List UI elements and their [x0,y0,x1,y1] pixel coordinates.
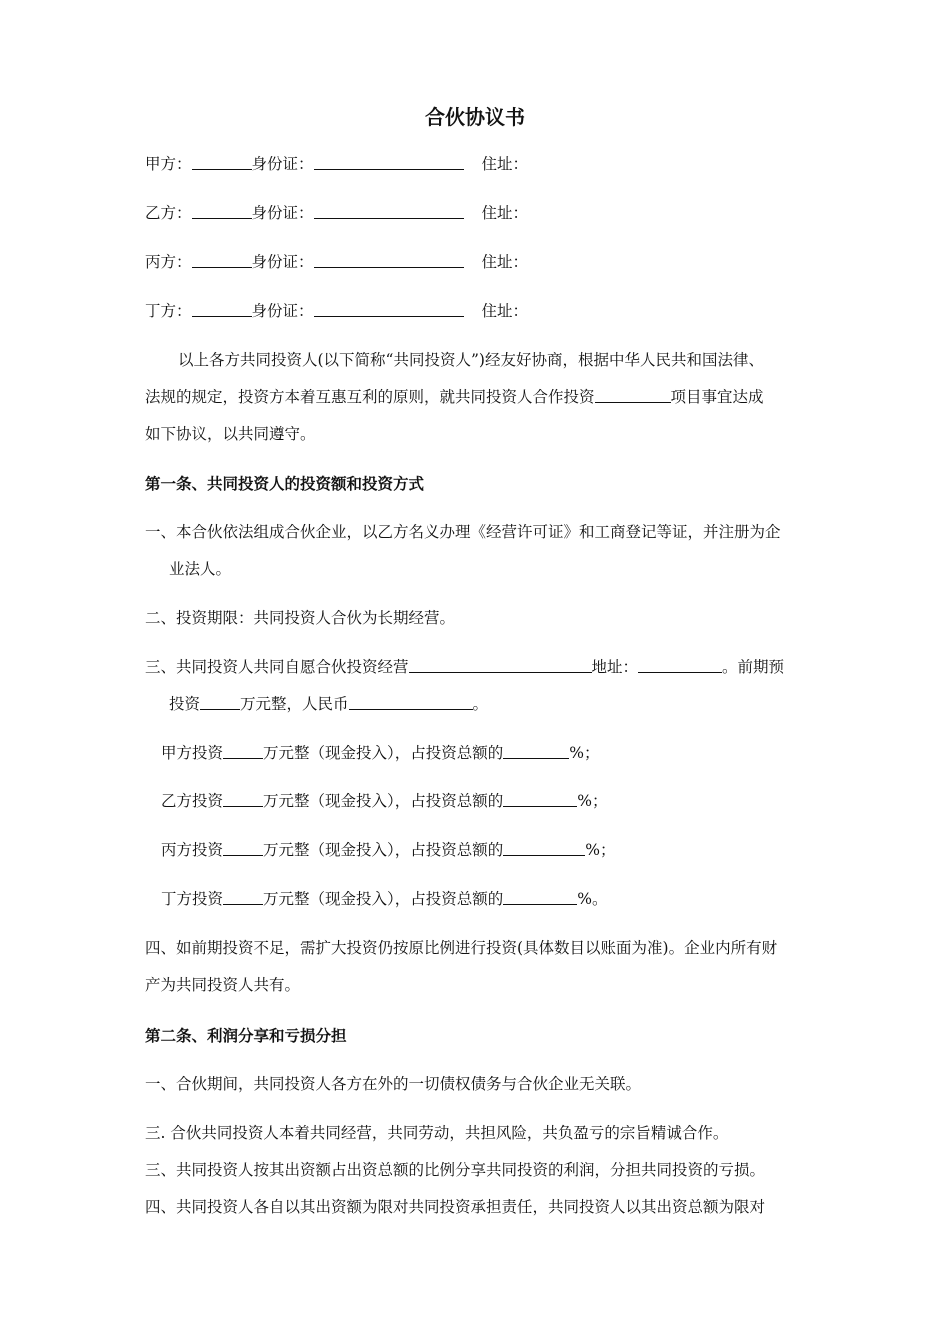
article-1-heading: 第一条、共同投资人的投资额和投资方式 [145,474,425,493]
intro-line-3: 如下协议，以共同遵守。 [145,425,316,443]
amount-blank [223,889,263,905]
party-row [145,252,528,272]
id-blank [314,301,464,317]
investment-end: %； [585,841,616,859]
investment-end: %； [577,792,608,810]
address-label: 住址： [481,253,529,271]
name-blank [192,154,252,170]
id-blank [314,203,464,219]
intro-line-1: 以上各方共同投资人(以下简称“共同投资人”)经友好协商，根据中华人民共和国法律、 [178,351,764,369]
article-1-item-1: 一、本合伙依法组成合伙企业，以乙方名义办理《经营许可证》和工商登记等证，并注册为企 [145,523,781,541]
investment-text: 万元整（现金投入），占投资总额的 [263,841,504,859]
investment-end: %。 [577,890,608,908]
id-label: 身份证： [251,155,314,173]
party-row [145,154,528,174]
id-label: 身份证： [251,253,314,271]
name-blank [192,252,252,268]
id-blank [314,252,464,268]
address-label: 住址： [481,155,529,173]
business-blank [409,657,592,673]
investment-party: 乙方投资 [161,792,224,810]
percent-blank [503,889,577,905]
percent-blank [503,791,577,807]
item-text: 三、共同投资人共同自愿合伙投资经营 [145,658,409,676]
item-text: 。前期预 [722,658,785,676]
item-text: 万元整，人民币 [240,695,349,713]
address-label: 住址： [481,302,529,320]
rmb-blank [349,694,473,710]
article-2-item-3: 三、共同投资人按其出资额占出资总额的比例分享共同投资的利润，分担共同投资的亏损。 [145,1161,766,1179]
intro-text: 法规的规定，投资方本着互惠互利的原则，就共同投资人合作投资 [145,388,595,406]
percent-blank [503,840,585,856]
name-blank [192,203,252,219]
party-row [145,203,528,223]
article-1-item-1-cont: 业法人。 [169,560,232,578]
item-text: 投资 [169,695,201,713]
amount-blank [223,840,263,856]
id-label: 身份证： [251,302,314,320]
intro-text: 项目事宜达成 [670,388,764,406]
investment-row [161,840,616,860]
article-2-item-1: 一、合伙期间，共同投资人各方在外的一切债权债务与合伙企业无关联。 [145,1075,642,1093]
investment-text: 万元整（现金投入），占投资总额的 [263,890,504,908]
amount-blank [200,694,240,710]
id-label: 身份证： [251,204,314,222]
investment-row [161,889,608,909]
party-label: 丁方： [145,302,192,320]
article-1-item-3-cont [169,694,488,714]
item-text: 地址： [591,658,639,676]
investment-party: 丙方投资 [161,841,224,859]
address-label: 住址： [481,204,529,222]
amount-blank [223,791,263,807]
article-2-item-2: 三. 合伙共同投资人本着共同经营，共同劳动，共担风险，共负盈亏的宗旨精诚合作。 [145,1124,729,1142]
investment-party: 丁方投资 [161,890,224,908]
document-title: 合伙协议书 [425,105,525,129]
address-blank [638,657,722,673]
party-label: 丙方： [145,253,192,271]
party-row [145,301,528,321]
investment-party: 甲方投资 [161,744,224,762]
name-blank [192,301,252,317]
party-label: 甲方： [145,155,192,173]
intro-line-2 [145,387,764,407]
article-1-item-3 [145,657,784,677]
party-label: 乙方： [145,204,192,222]
article-1-item-4: 四、如前期投资不足，需扩大投资仍按原比例进行投资(具体数目以账面为准)。企业内所有财 [145,939,778,957]
investment-text: 万元整（现金投入），占投资总额的 [263,792,504,810]
percent-blank [503,743,569,759]
project-blank [595,387,671,403]
investment-row [161,743,600,763]
article-2-item-4: 四、共同投资人各自以其出资额为限对共同投资承担责任，共同投资人以其出资总额为限对 [145,1198,766,1216]
id-blank [314,154,464,170]
amount-blank [223,743,263,759]
investment-row [161,791,608,811]
article-1-item-4-cont: 产为共同投资人共有。 [145,976,301,994]
investment-end: %； [569,744,600,762]
investment-text: 万元整（现金投入），占投资总额的 [263,744,504,762]
article-2-heading: 第二条、利润分享和亏损分担 [145,1026,347,1045]
article-1-item-2: 二、投资期限：共同投资人合伙为长期经营。 [145,609,456,627]
item-text: 。 [472,695,489,713]
